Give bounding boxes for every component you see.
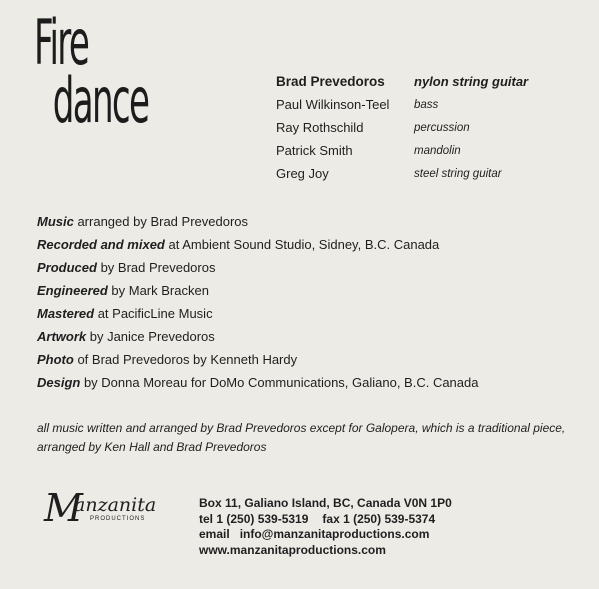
credit-line	[37, 279, 582, 302]
credit-role: Mastered	[37, 306, 95, 321]
musician-instrument: mandolin	[414, 144, 461, 157]
credit-text: by Janice Prevedoros	[86, 329, 215, 344]
credit-role: Recorded and mixed	[37, 237, 165, 252]
logo-wordmark: anzanita	[74, 494, 157, 516]
musician-name: Paul Wilkinson-Teel	[276, 97, 390, 112]
credit-line	[37, 348, 582, 371]
credit-line	[37, 371, 582, 394]
credit-line	[37, 233, 582, 256]
logo-initial: M	[44, 486, 83, 530]
musician-name: Brad Prevedoros	[276, 74, 385, 89]
credit-text: by Mark Bracken	[107, 283, 209, 298]
credit-role: Produced	[37, 260, 97, 275]
musician-name: Greg Joy	[276, 166, 329, 181]
credit-text: by Brad Prevedoros	[96, 260, 216, 275]
musician-instrument: steel string guitar	[414, 167, 502, 180]
musician-instrument: nylon string guitar	[414, 74, 529, 89]
musician-instrument: percussion	[414, 121, 470, 134]
credit-role: Photo	[37, 352, 74, 367]
album-title	[34, 6, 149, 137]
album-title-line-2: dance	[52, 64, 149, 137]
label-fax: fax 1 (250) 539-5374	[322, 511, 436, 526]
credit-text: arranged by Brad Prevedoros	[73, 214, 248, 229]
manzanita-logo	[44, 488, 189, 536]
personnel-row	[276, 70, 576, 93]
credit-line	[37, 325, 582, 348]
label-address: Box 11, Galiano Island, BC, Canada V0N 1P0	[199, 496, 452, 510]
personnel-row	[276, 116, 576, 139]
credit-role: Artwork	[37, 329, 87, 344]
label-tel: tel 1 (250) 539-5319	[199, 511, 309, 526]
credit-role: Engineered	[37, 283, 108, 298]
personnel-row	[276, 162, 576, 185]
credit-line	[37, 210, 582, 233]
label-email: email info@manzanitaproductions.com	[199, 527, 430, 541]
credit-text: of Brad Prevedoros by Kenneth Hardy	[73, 352, 298, 367]
production-credits	[37, 210, 582, 394]
credit-text: at PacificLine Music	[94, 306, 213, 321]
credit-text: by Donna Moreau for DoMo Communications, Galiano, B.C. Canada	[80, 375, 479, 390]
credit-role: Design	[37, 375, 81, 390]
logo-subtitle: PRODUCTIONS	[90, 516, 146, 522]
musician-instrument: bass	[414, 98, 439, 111]
personnel-row	[276, 139, 576, 162]
credit-line	[37, 256, 582, 279]
phone-line	[199, 512, 452, 528]
credit-role: Music	[37, 214, 74, 229]
label-contact	[199, 496, 452, 558]
personnel-list	[276, 70, 576, 185]
credit-text: at Ambient Sound Studio, Sidney, B.C. Canada	[164, 237, 440, 252]
credit-line	[37, 302, 582, 325]
label-website: www.manzanitaproductions.com	[199, 542, 386, 557]
musician-name: Ray Rothschild	[276, 120, 364, 135]
musician-name: Patrick Smith	[276, 143, 353, 158]
album-title-line-1: Fire	[34, 6, 89, 79]
personnel-row	[276, 93, 576, 116]
music-note: all music written and arranged by Brad Prevedoros except for Galopera, which is a traditional piece, arranged by Ken Hall and Brad Prevedoros	[37, 421, 566, 454]
